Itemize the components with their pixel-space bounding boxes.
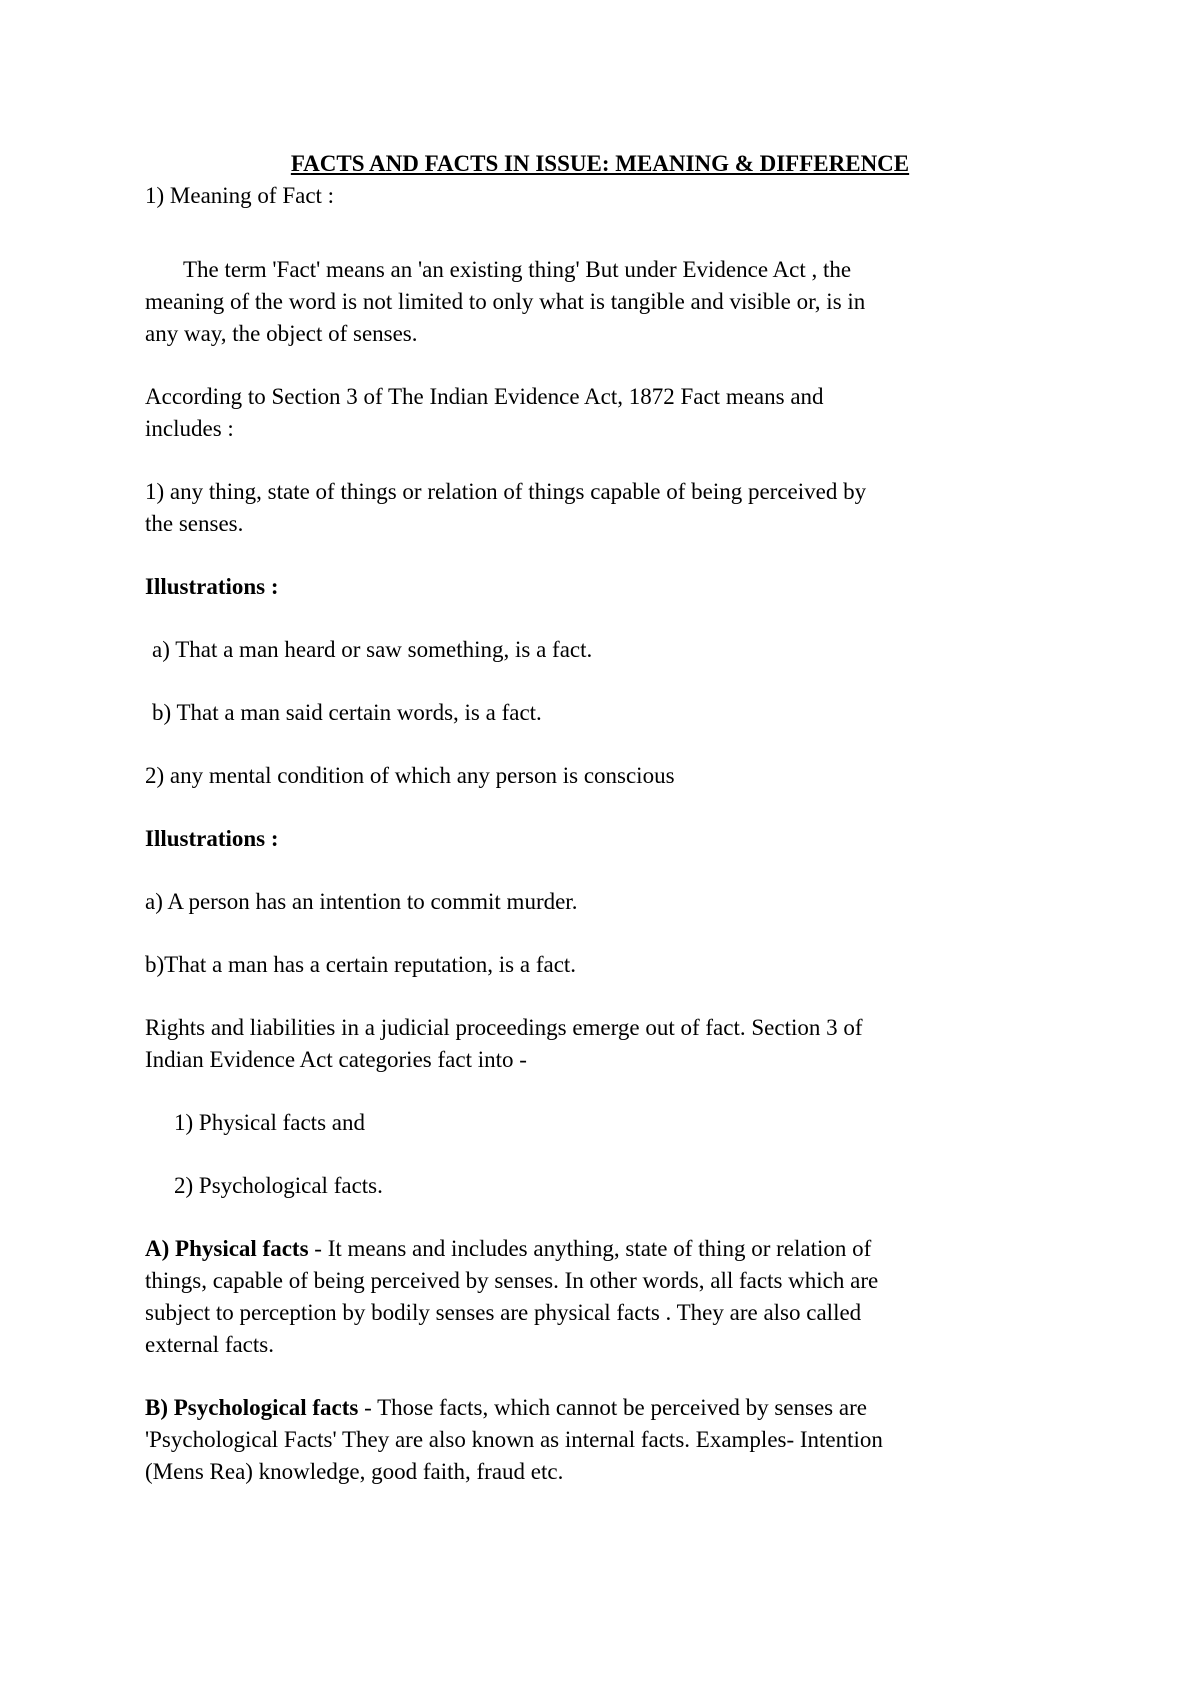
psychological-first-rest: - Those facts, which cannot be perceived by senses are — [358, 1395, 867, 1420]
document-title: FACTS AND FACTS IN ISSUE: MEANING & DIFFERENCE — [290, 151, 910, 176]
psychological-term: Psychological facts — [173, 1395, 359, 1420]
illustrations-label-1: Illustrations : — [145, 574, 279, 599]
physical-line-3: subject to perception by bodily senses are physical facts . They are also called — [145, 1300, 862, 1325]
point1-line-1: 1) any thing, state of things or relation of things capable of being perceived by — [145, 479, 867, 504]
category-2: 2) Psychological facts. — [174, 1173, 383, 1198]
intro-line-2: meaning of the word is not limited to only what is tangible and visible or, is in — [145, 289, 866, 314]
illustration-2a: a) A person has an intention to commit murder. — [145, 889, 578, 914]
illustration-2b: b)That a man has a certain reputation, is a fact. — [145, 952, 577, 977]
category-1: 1) Physical facts and — [174, 1110, 365, 1135]
illustration-1b: b) That a man said certain words, is a fact. — [152, 700, 542, 725]
physical-line-4: external facts. — [145, 1332, 274, 1357]
physical-line-1 — [145, 1233, 871, 1265]
psychological-line-1 — [145, 1392, 867, 1424]
meaning-heading: 1) Meaning of Fact : — [145, 183, 335, 208]
section3-line-1: According to Section 3 of The Indian Evidence Act, 1872 Fact means and — [145, 384, 824, 409]
physical-line-2: things, capable of being perceived by senses. In other words, all facts which are — [145, 1268, 879, 1293]
physical-first-rest: - It means and includes anything, state of thing or relation of — [308, 1236, 872, 1261]
psychological-line-2: 'Psychological Facts' They are also known as internal facts. Examples- Intention — [145, 1427, 883, 1452]
physical-label: A) — [145, 1236, 176, 1261]
psychological-line-3: (Mens Rea) knowledge, good faith, fraud etc. — [145, 1459, 564, 1484]
section3-line-2: includes : — [145, 416, 234, 441]
intro-line-3: any way, the object of senses. — [145, 321, 418, 346]
point2-line: 2) any mental condition of which any person is conscious — [145, 763, 675, 788]
psychological-label: B) — [145, 1395, 174, 1420]
rights-line-1: Rights and liabilities in a judicial proceedings emerge out of fact. Section 3 of — [145, 1015, 863, 1040]
physical-term: Physical facts — [175, 1236, 309, 1261]
illustration-1a: a) That a man heard or saw something, is a fact. — [152, 637, 593, 662]
intro-line-1: The term 'Fact' means an 'an existing thing' But under Evidence Act , the — [183, 257, 852, 282]
point1-line-2: the senses. — [145, 511, 244, 536]
rights-line-2: Indian Evidence Act categories fact into - — [145, 1047, 527, 1072]
illustrations-label-2: Illustrations : — [145, 826, 279, 851]
